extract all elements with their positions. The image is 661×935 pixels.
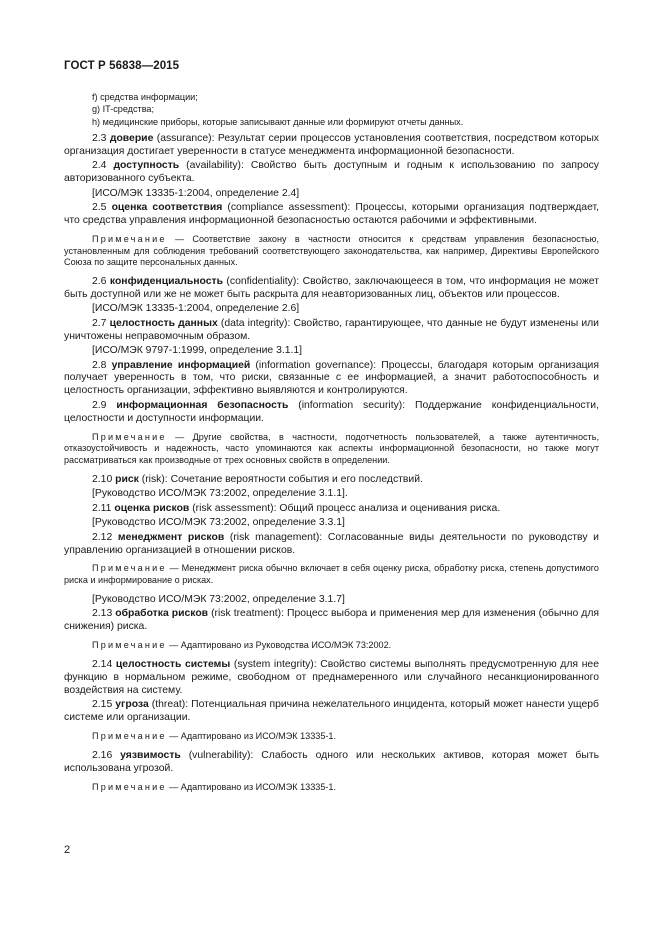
clause-2-10: 2.10 риск (risk): Сочетание вероятности события и его последствий. [92,473,423,485]
clause-2-7: 2.7 целостность данных (data integrity): Свойство, гарантирующее, что данные не будут изменены или уничтожены неправомочным образом. [64,317,599,342]
clause-2-3: 2.3 доверие (assurance): Результат серии процессов установления соответствия, посредством которых организация достигает уверенности в статусе менеджмента информационной безопасности. [64,132,599,157]
note: Примечание — Адаптировано из ИСО/МЭК 13335-1. [92,781,337,792]
note: Примечание — Менеджмент риска обычно включает в себя оценку риска, обработку риска, степень допустимого риска и информирование о рисках. [64,563,599,586]
clause-2-9: 2.9 информационная безопасность (information security): Поддержание конфиденциальности, целостности и доступности информации. [64,399,600,424]
note: Примечание — Адаптировано из Руководства ИСО/МЭК 73:2002. [92,640,392,651]
reference: [ИСО/МЭК 9797-1:1999, определение 3.1.1] [92,345,303,357]
clause-2-15: 2.15 угроза (threat): Потенциальная причина нежелательного инцидента, который может нанести ущерб системе или организации. [64,699,599,724]
note: Примечание — Адаптировано из ИСО/МЭК 13335-1. [92,731,337,742]
document-body [64,91,599,800]
clause-2-12: 2.12 менеджмент рисков (risk management): Согласованные виды деятельности по руководству и управлению организацией в отношении рисков. [64,531,599,556]
document-header: ГОСТ Р 56838—2015 [64,60,180,72]
reference: [Руководство ИСО/МЭК 73:2002, определение 3.1.7] [92,594,345,606]
clause-2-11: 2.11 оценка рисков (risk assessment): Общий процесс анализа и оценивания риска. [92,502,501,514]
list-item: g) IT-средства; [92,104,155,115]
list-item: f) средства информации; [92,92,198,102]
clause-2-16: 2.16 уязвимость (vulnerability): Слабость одного или нескольких активов, которая может быть использована угрозой. [64,749,600,774]
reference: [ИСО/МЭК 13335-1:2004, определение 2.6] [92,303,300,315]
clause-2-14: 2.14 целостность системы (system integrity): Свойство системы выполнять предусмотренную для нее функцию в нормальном режиме, свободном от преднамеренного или случайного несанкционированного воздействия на систему. [64,659,599,696]
list-item: h) медицинские приборы, которые записывают данные или формируют отчеты данных. [92,116,464,127]
note: Примечание — Соответствие закону в частности относится к средствам управления безопасностью, установленным для соблюдения требований соответствующего законодательства, как например, Директивы Европейского Союза по защите персональных данных. [64,233,599,268]
clause-2-4: 2.4 доступность (availability): Свойство быть доступным и годным к использованию по запросу авторизованного субъекта. [64,160,599,185]
note: Примечание — Другие свойства, в частности, подотчетность пользователей, а также аутентичность, отказоустойчивость и надежность, часто упоминаются как аспекты информационной безопасности, но также могут рассматриваться как производные от трех основных свойств в определении. [64,431,599,466]
clause-2-6: 2.6 конфиденциальность (confidentiality): Свойство, заключающееся в том, что информация не может быть доступной или же не может быть раскрыта для неавторизованных лиц, объектов или процессов. [64,276,599,301]
reference: [ИСО/МЭК 13335-1:2004, определение 2.4] [92,187,300,199]
clause-2-5: 2.5 оценка соответствия (compliance assessment): Процессы, которыми организация подтверждает, что средства управления информационной безопасностью остаются рабочими и эффективными. [64,201,599,226]
page-number: 2 [64,844,71,856]
reference: [Руководство ИСО/МЭК 73:2002, определение 3.3.1] [92,517,345,529]
clause-2-8: 2.8 управление информацией (information governance): Процессы, благодаря которым организация получает уверенность в том, что риски, связанные с ее информацией, а значит работоспособность и целостность организации, эффективно выявляются и контролируются. [64,359,599,397]
reference: [Руководство ИСО/МЭК 73:2002, определение 3.1.1]. [92,488,348,500]
clause-2-13: 2.13 обработка рисков (risk treatment): Процесс выбора и применения мер для изменения (обычно для снижения) риска. [64,608,600,633]
